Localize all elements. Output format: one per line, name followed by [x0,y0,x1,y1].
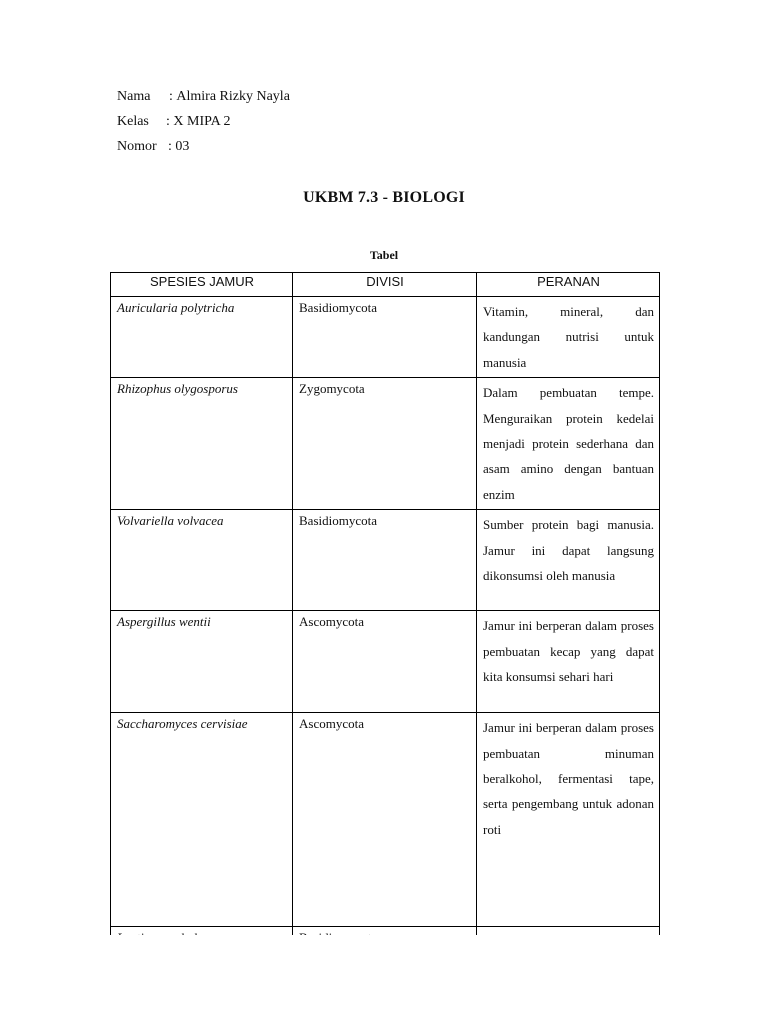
cell-spesies: Auricularia polytricha [111,297,293,378]
identity-kelas [117,113,230,131]
kelas-value: X MIPA 2 [173,114,231,129]
table-row [111,510,660,611]
nomor-value: 03 [175,139,190,154]
cell-spesies: Rhizophus olygosporus [111,378,293,510]
header-divisi: DIVISI [293,273,477,297]
cell-divisi: Basidiomycota [293,297,477,378]
document-title: UKBM 7.3 - BIOLOGI [303,189,465,206]
cell-divisi: Ascomycota [293,713,477,927]
nama-separator: : [169,89,177,104]
cell-peranan: Sumber protein bagi manusia. Jamur ini dapat langsung dikonsumsi oleh manusia [477,510,660,611]
cell-divisi: Ascomycota [293,611,477,713]
header-spesies: SPESIES JAMUR [111,273,293,297]
fungi-table [110,272,660,967]
nomor-separator: : [168,139,176,154]
cell-spesies: Volvariella volvacea [111,510,293,611]
nomor-label: Nomor [117,139,157,154]
kelas-label: Kelas [117,114,149,129]
nama-label: Nama [117,89,151,104]
cell-divisi: Zygomycota [293,378,477,510]
table-row [111,297,660,378]
identity-nomor [117,138,189,156]
cell-peranan: Jamur ini berperan dalam proses pembuatan minuman beralkohol, fermentasi tape, serta pengembang untuk adonan roti [477,713,660,927]
header-peranan: PERANAN [477,273,660,297]
cell-peranan: Dalam pembuatan tempe. Menguraikan protein kedelai menjadi protein sederhana dan asam amino dengan bantuan enzim [477,378,660,510]
cell-spesies: Aspergillus wentii [111,611,293,713]
table-header-row [111,273,660,297]
cell-peranan: Vitamin, mineral, dan kandungan nutrisi untuk manusia [477,297,660,378]
kelas-separator: : [166,114,174,129]
identity-nama [117,88,290,106]
table-row [111,378,660,510]
nama-value: Almira Rizky Nayla [176,89,290,104]
table-row [111,611,660,713]
cell-divisi: Basidiomycota [293,510,477,611]
cell-spesies: Saccharomyces cervisiae [111,713,293,927]
page-bottom-margin [0,935,768,1024]
table-caption: Tabel [369,248,399,262]
table-row [111,713,660,927]
cell-peranan: Jamur ini berperan dalam proses pembuatan kecap yang dapat kita konsumsi sehari hari [477,611,660,713]
